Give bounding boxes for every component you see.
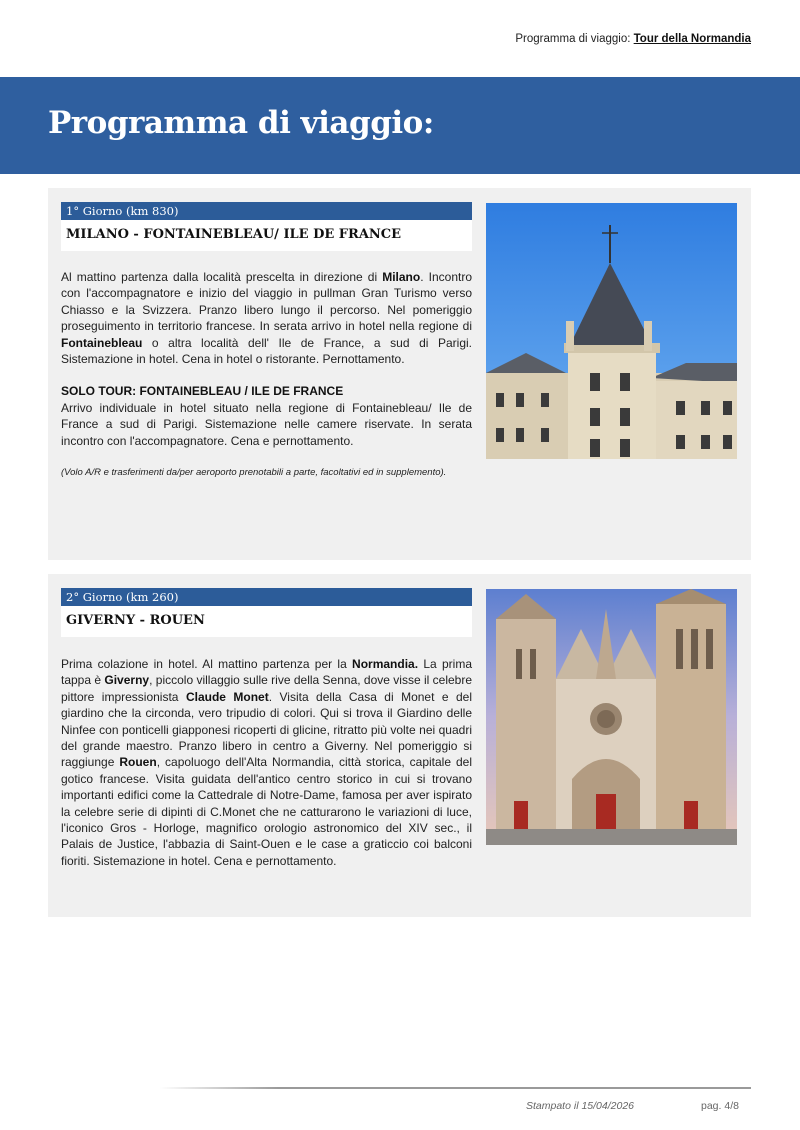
day-title: GIVERNY - ROUEN (61, 606, 472, 637)
header-prefix: Programma di viaggio: (515, 33, 634, 45)
solo-tour-title: SOLO TOUR: FONTAINEBLEAU / ILE DE FRANCE (61, 384, 344, 399)
print-date: Stampato il 15/04/2026 (526, 1100, 634, 1112)
solo-tour-section (61, 383, 472, 449)
title-banner (0, 77, 800, 174)
day-description (61, 656, 472, 869)
page-header (515, 33, 751, 45)
solo-tour-text: Arrivo individuale in hotel situato nella regione di Fontainebleau/ Ile de France a sud di Parigi. Sistemazione nelle camere riservate. In serata incontro con l'accompagnatore. Cena e pernottamento. (61, 400, 472, 448)
day-label: 2° Giorno (km 260) (61, 588, 472, 606)
page-number: pag. 4/8 (701, 1100, 739, 1112)
day-card-2 (48, 574, 751, 917)
day-paragraph: Al mattino partenza dalla località prescelta in direzione di Milano. Incontro con l'accompagnatore e inizio del viaggio in pullman Gran Turismo verso Chiasso e la Svizzera. Pranzo libero lungo il percorso. Nel pomeriggio proseguimento in territorio francese. In serata arrivo in hotel nella regione di Fontainebleau o altra località dell' Ile de France, a sud di Parigi. Sistemazione in hotel. Cena in hotel o ristorante. Pernottamento. (61, 270, 472, 367)
day-label: 1° Giorno (km 830) (61, 202, 472, 220)
flight-note: (Volo A/R e trasferimenti da/per aeroporto prenotabili a parte, facoltativi ed in supplemento). (61, 467, 447, 479)
tour-link[interactable]: Tour della Normandia (633, 33, 751, 45)
day-paragraph: Prima colazione in hotel. Al mattino partenza per la Normandia. La prima tappa è Giverny, piccolo villaggio sulle rive della Senna, dove visse il celebre pittore impressionista Claude Monet. Visita della Casa di Monet e del giardino che la circonda, vero tripudio di colori. Qui si trova il Giardino delle Ninfee con ponticelli giapponesi ricoperti di glicine, ritratto più volte nei quadri del grande maestro. Pranzo libero in centro a Giverny. Nel pomeriggio si raggiunge Rouen, capoluogo dell'Alta Normandia, città storica, capitale del gotico francese. Visita guidata dell'antico centro storico in cui si trovano importanti edifici come la Cattedrale di Notre-Dame, famosa per aver ispirato la celebre serie di dipinti di C.Monet che ne catturarono le variazioni di luce, l'iconico Gros - Horloge, magnifico orologio astronomico del XIV sec., il Palais de Justice, l'abbazia di Saint-Ouen e le case a graticcio coi balconi fioriti. Sistemazione in hotel. Cena e pernottamento. (61, 657, 473, 868)
fontainebleau-castle-photo (486, 203, 737, 459)
day-title: MILANO - FONTAINEBLEAU/ ILE DE FRANCE (61, 220, 472, 251)
rouen-cathedral-photo (486, 589, 737, 845)
footer-divider (160, 1087, 751, 1089)
day-card-1 (48, 188, 751, 560)
day-description (61, 269, 472, 481)
page-title: Programma di viaggio: (48, 105, 434, 141)
